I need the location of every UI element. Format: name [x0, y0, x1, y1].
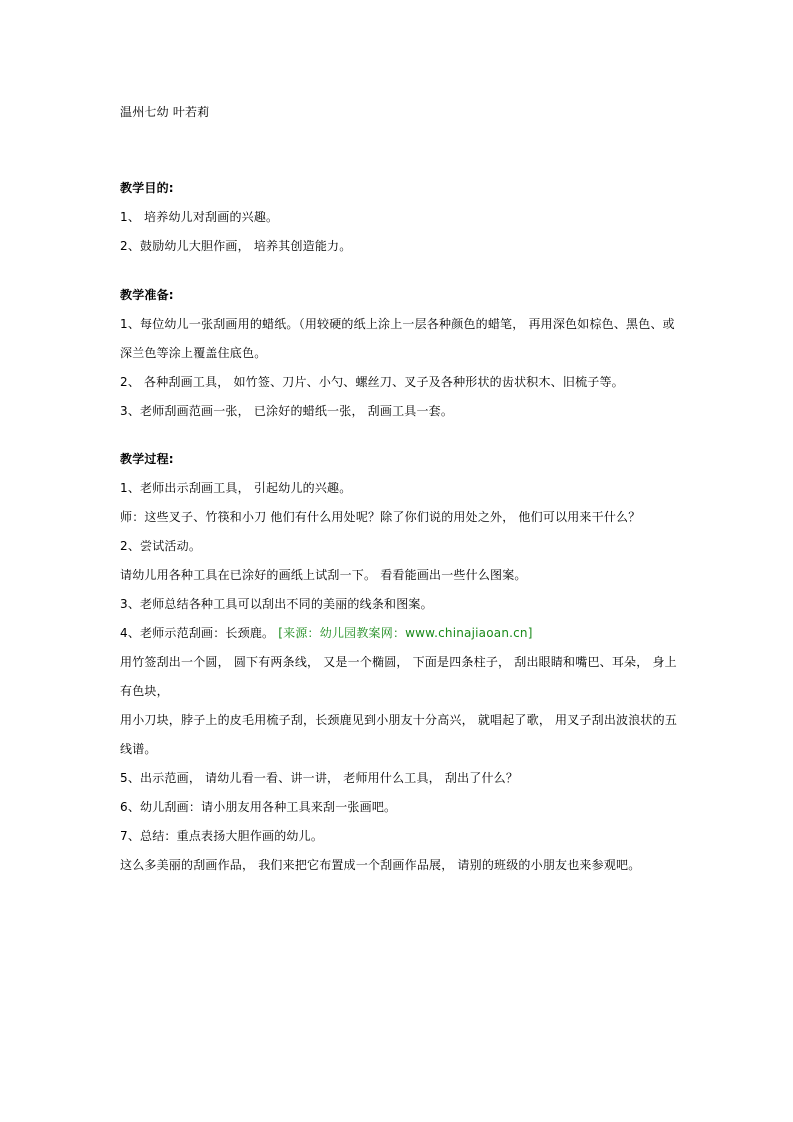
process-line: 用竹签刮出一个圆， 圆下有两条线， 又是一个椭圆， 下面是四条柱子， 刮出眼睛和嘴巴、耳朵， 身上 [120, 655, 677, 669]
process-heading: 教学过程: [120, 452, 174, 466]
process-line: 这么多美丽的刮画作品， 我们来把它布置成一个刮画作品展， 请别的班级的小朋友也来参观吧。 [120, 858, 641, 872]
goals-heading: 教学目的: [120, 181, 174, 195]
goal-item: 2、鼓励幼儿大胆作画， 培养其创造能力。 [120, 239, 352, 253]
process-line: 7、总结：重点表扬大胆作画的幼儿。 [120, 829, 324, 843]
author-line: 温州七幼 叶若莉 [120, 105, 210, 119]
process-line: 3、老师总结各种工具可以刮出不同的美丽的线条和图案。 [120, 597, 433, 611]
process-line: 师：这些叉子、竹筷和小刀 他们有什么用处呢？除了你们说的用处之外， 他们可以用来干什么？ [120, 510, 641, 524]
process-line: 用小刀块，脖子上的皮毛用梳子刮，长颈鹿见到小朋友十分高兴， 就唱起了歌， 用叉子刮出波浪状的五 [120, 713, 678, 727]
preparation-item: 1、每位幼儿一张刮画用的蜡纸。（用较硬的纸上涂上一层各种颜色的蜡笔， 再用深色如棕色、黑色、或 [120, 317, 675, 331]
preparation-item: 3、老师刮画范画一张， 已涂好的蜡纸一张， 刮画工具一套。 [120, 404, 454, 418]
process-line: 5、出示范画， 请幼儿看一看、讲一讲， 老师用什么工具， 刮出了什么？ [120, 771, 519, 785]
process-line: 2、尝试活动。 [120, 539, 202, 553]
process-step-4 [120, 625, 533, 641]
process-line: 6、幼儿刮画：请小朋友用各种工具来刮一张画吧。 [120, 800, 397, 814]
process-line: 有色块， [120, 684, 169, 698]
source-link[interactable]: [来源：幼儿园教案网：www.chinajiaoan.cn] [278, 626, 533, 640]
preparation-item: 2、 各种刮画工具， 如竹签、刀片、小勺、螺丝刀、叉子及各种形状的齿状积木、旧梳子等。 [120, 375, 624, 389]
preparation-item: 深兰色等涂上覆盖住底色。 [120, 346, 267, 360]
process-line: 请幼儿用各种工具在已涂好的画纸上试刮一下。 看看能画出一些什么图案。 [120, 568, 527, 582]
preparation-heading: 教学准备: [120, 288, 174, 302]
goal-item: 1、 培养幼儿对刮画的兴趣。 [120, 210, 279, 224]
process-line: 线谱。 [120, 742, 157, 756]
process-line: 1、老师出示刮画工具， 引起幼儿的兴趣。 [120, 481, 352, 495]
step-4-text: 4、老师示范刮画：长颈鹿。 [120, 626, 279, 640]
